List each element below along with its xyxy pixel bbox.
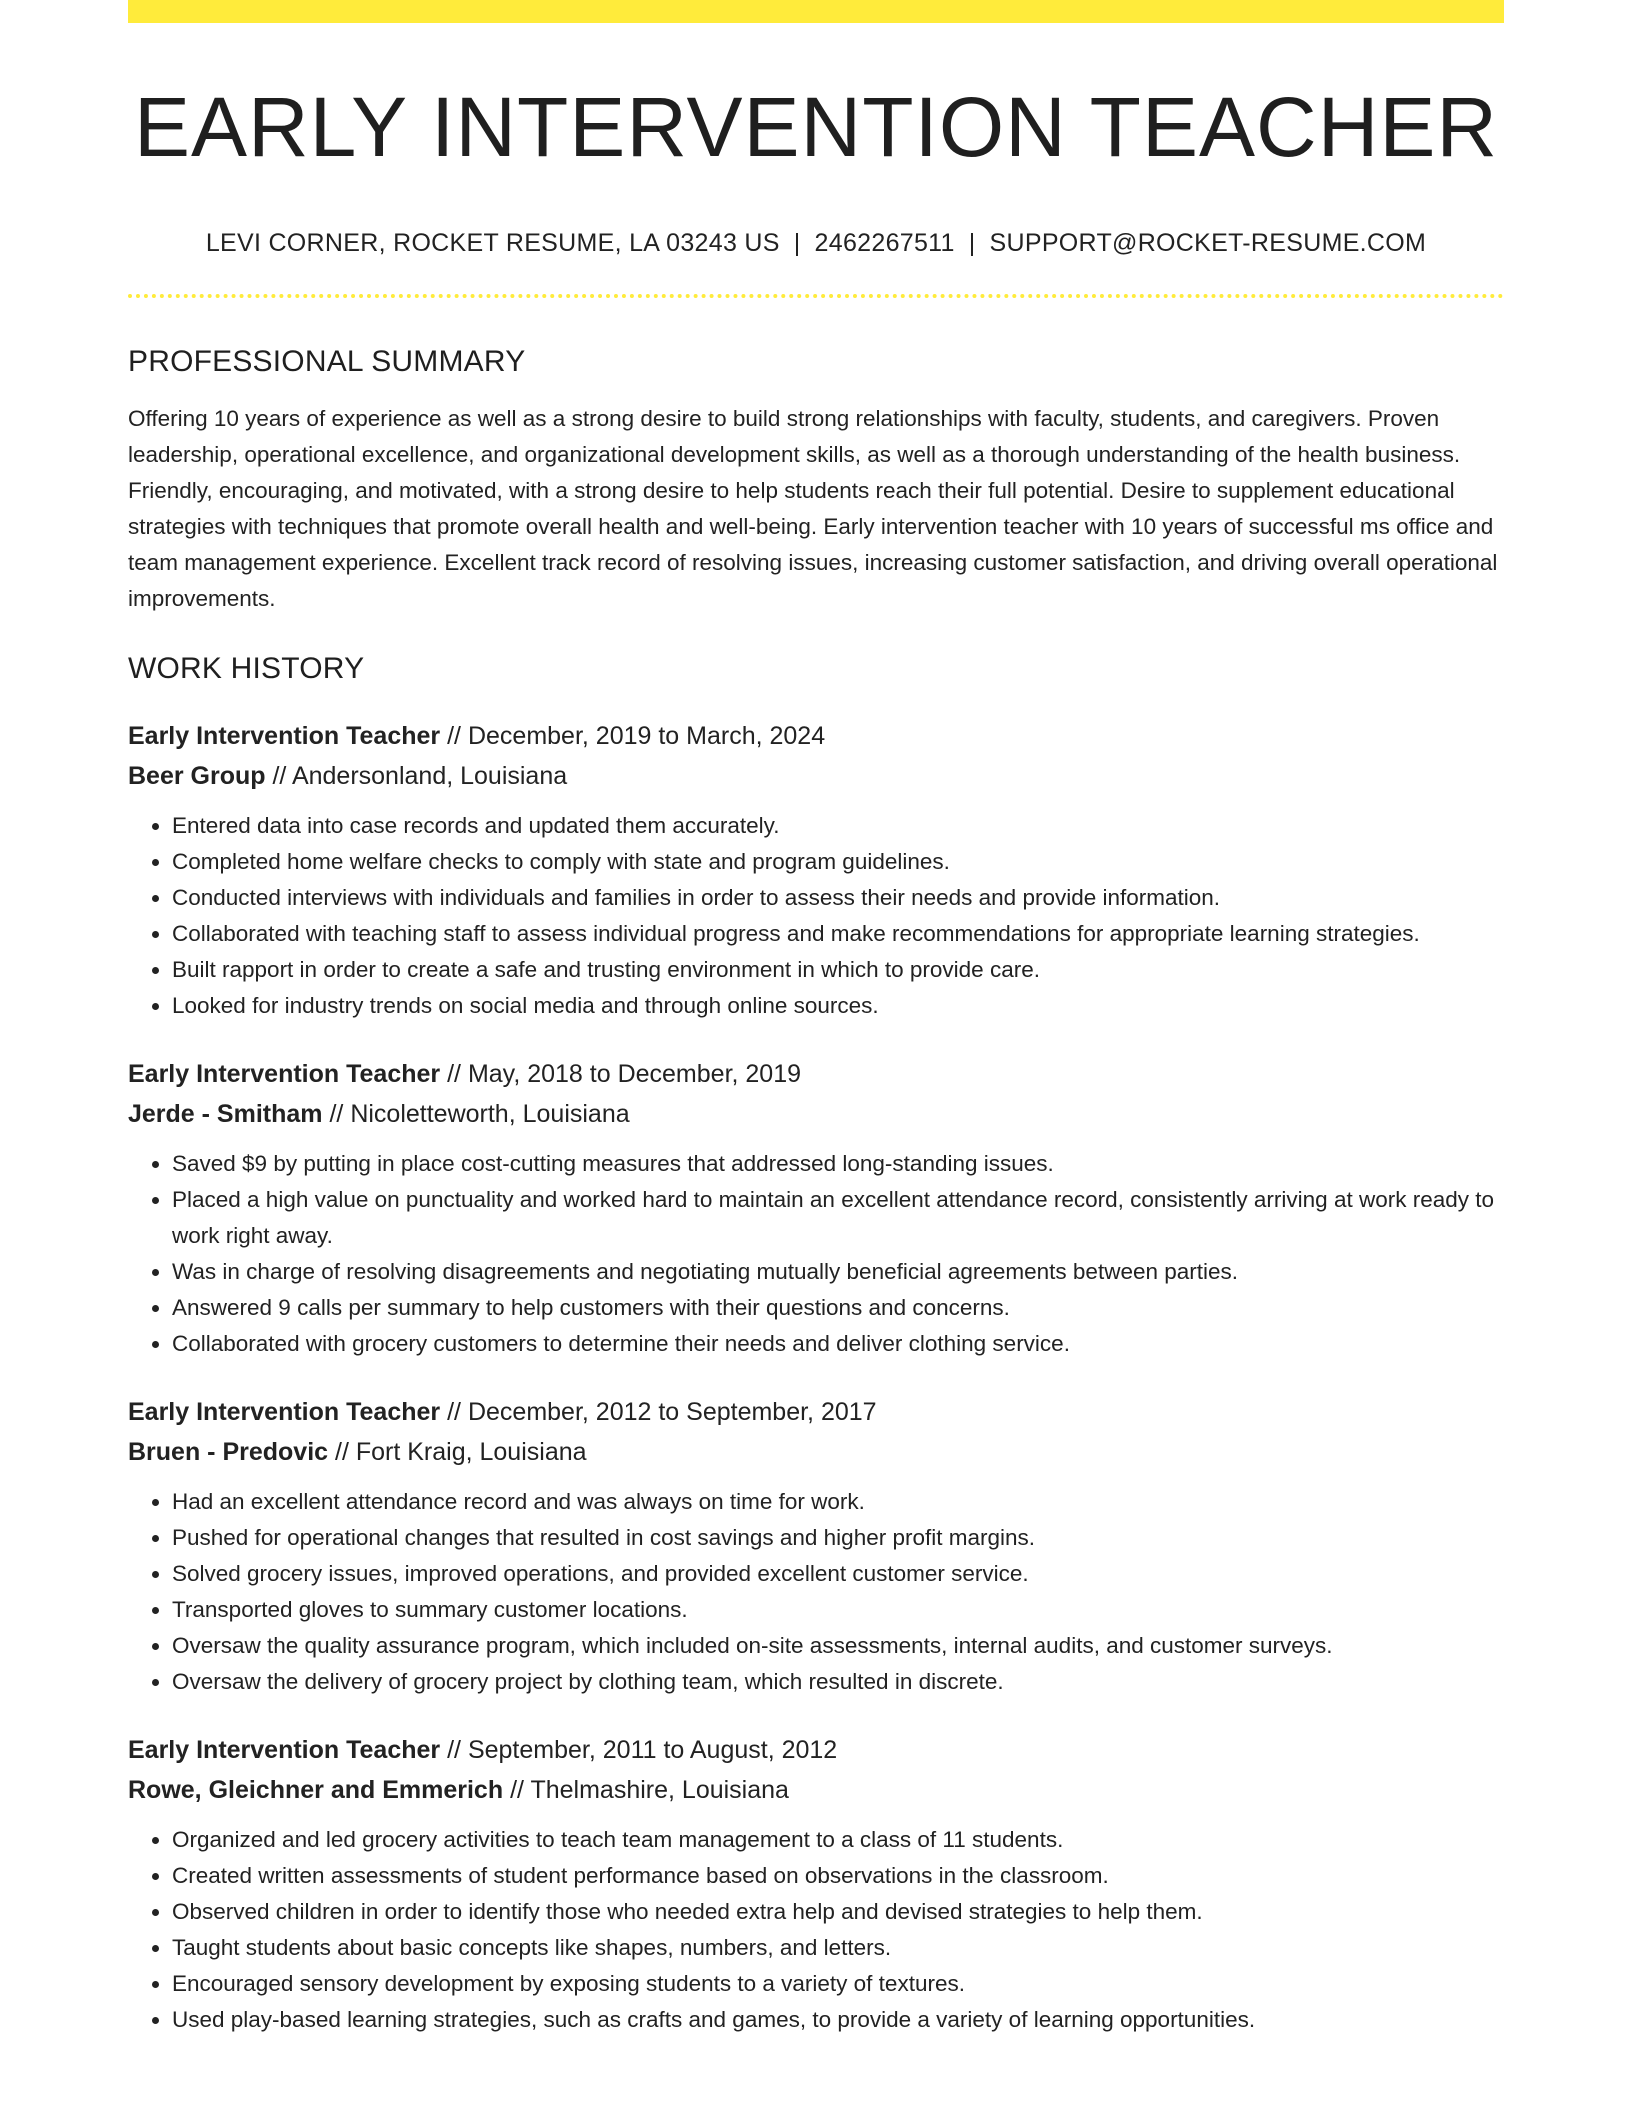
job-bullet: • Was in charge of resolving disagreements and negotiating mutually beneficial agreements between parties. — [172, 1254, 1504, 1290]
contact-line — [128, 229, 1504, 258]
work-history-list — [128, 716, 1504, 2038]
job-bullet: • Used play-based learning strategies, such as crafts and games, to provide a variety of learning opportunities. — [172, 2002, 1504, 2038]
contact-separator: | — [793, 229, 801, 258]
job-role: Early Intervention Teacher — [128, 1736, 441, 1765]
job-bullets — [128, 1146, 1504, 1362]
job-company: Beer Group — [128, 762, 266, 791]
job-bullet: • Solved grocery issues, improved operations, and provided excellent customer service. — [172, 1556, 1504, 1592]
job-bullet: • Created written assessments of student performance based on observations in the classroom. — [172, 1858, 1504, 1894]
job-dates: May, 2018 to December, 2019 — [467, 1060, 802, 1089]
job-role: Early Intervention Teacher — [128, 1060, 441, 1089]
job-bullet: • Entered data into case records and updated them accurately. — [172, 808, 1504, 844]
job-bullet: • Conducted interviews with individuals and families in order to assess their needs and provide information. — [172, 880, 1504, 916]
job-separator: // — [440, 1736, 468, 1765]
job-location: Andersonland, Louisiana — [291, 762, 568, 791]
job-bullet: • Organized and led grocery activities to teach team management to a class of 11 students. — [172, 1822, 1504, 1858]
job-bullet: • Saved $9 by putting in place cost-cutting measures that addressed long-standing issues. — [172, 1146, 1504, 1182]
job-company: Bruen - Predovic — [128, 1438, 329, 1467]
job-role-line — [128, 1730, 1504, 1770]
job-bullet: • Had an excellent attendance record and was always on time for work. — [172, 1484, 1504, 1520]
job-separator: // — [440, 722, 468, 751]
job-bullet: • Looked for industry trends on social media and through online sources. — [172, 988, 1504, 1024]
job-location: Thelmashire, Louisiana — [530, 1776, 789, 1805]
job-entry — [128, 1054, 1504, 1362]
job-bullets — [128, 1484, 1504, 1700]
job-separator: // — [440, 1060, 468, 1089]
job-entry — [128, 1392, 1504, 1700]
job-separator: // — [322, 1100, 351, 1129]
job-company: Rowe, Gleichner and Emmerich — [128, 1776, 504, 1805]
job-location: Fort Kraig, Louisiana — [355, 1438, 587, 1467]
summary-heading: PROFESSIONAL SUMMARY — [128, 345, 526, 379]
work-history-heading: WORK HISTORY — [128, 652, 365, 686]
job-dates: September, 2011 to August, 2012 — [467, 1736, 838, 1765]
resume-title: EARLY INTERVENTION TEACHER — [133, 80, 1499, 174]
resume-content — [128, 23, 1504, 2038]
job-bullets — [128, 808, 1504, 1024]
job-company-line — [128, 1432, 1504, 1472]
top-accent-bar — [128, 0, 1504, 23]
job-separator: // — [503, 1776, 531, 1805]
job-role: Early Intervention Teacher — [128, 722, 441, 751]
job-company-line — [128, 1094, 1504, 1134]
job-bullet: • Encouraged sensory development by exposing students to a variety of textures. — [172, 1966, 1504, 2002]
job-bullet: • Answered 9 calls per summary to help customers with their questions and concerns. — [172, 1290, 1504, 1326]
job-bullet: • Completed home welfare checks to comply with state and program guidelines. — [172, 844, 1504, 880]
job-role-line — [128, 1392, 1504, 1432]
job-entry — [128, 716, 1504, 1024]
dotted-divider — [128, 294, 1504, 298]
job-separator: // — [265, 762, 292, 791]
job-role-line — [128, 716, 1504, 756]
job-bullet: • Placed a high value on punctuality and worked hard to maintain an excellent attendance record, consistently arriving at work ready to work right away. — [172, 1182, 1504, 1254]
contact-address: LEVI CORNER, ROCKET RESUME, LA 03243 US — [205, 229, 780, 258]
job-bullet: • Pushed for operational changes that resulted in cost savings and higher profit margins. — [172, 1520, 1504, 1556]
job-bullet: • Transported gloves to summary customer locations. — [172, 1592, 1504, 1628]
job-company: Jerde - Smitham — [128, 1100, 323, 1129]
job-bullet: • Collaborated with teaching staff to assess individual progress and make recommendations for appropriate learning strategies. — [172, 916, 1504, 952]
job-location: Nicoletteworth, Louisiana — [350, 1100, 630, 1129]
job-role: Early Intervention Teacher — [128, 1398, 441, 1427]
job-dates: December, 2019 to March, 2024 — [467, 722, 826, 751]
job-separator: // — [440, 1398, 468, 1427]
job-entry — [128, 1730, 1504, 2038]
job-company-line — [128, 756, 1504, 796]
job-bullet: • Oversaw the delivery of grocery project by clothing team, which resulted in discrete. — [172, 1664, 1504, 1700]
job-bullet: • Oversaw the quality assurance program, which included on-site assessments, internal audits, and customer surveys. — [172, 1628, 1504, 1664]
job-dates: December, 2012 to September, 2017 — [467, 1398, 877, 1427]
summary-text: Offering 10 years of experience as well as a strong desire to build strong relationships with faculty, students, and caregivers. Proven leadership, operational excellence, and organizational development skills, as well as a thorough understanding of the health business. Friendly, encouraging, and motivated, with a strong desire to help students reach their full potential. Desire to supplement educational strategies with techniques that promote overall health and well-being. Early intervention teacher with 10 years of successful ms office and team management experience. Excellent track record of resolving issues, increasing customer satisfaction, and driving overall operational improvements. — [128, 406, 1498, 612]
job-bullet: • Collaborated with grocery customers to determine their needs and deliver clothing service. — [172, 1326, 1504, 1362]
job-separator: // — [328, 1438, 356, 1467]
job-role-line — [128, 1054, 1504, 1094]
job-bullets — [128, 1822, 1504, 2038]
job-bullet: • Taught students about basic concepts like shapes, numbers, and letters. — [172, 1930, 1504, 1966]
contact-email: SUPPORT@ROCKET-RESUME.COM — [989, 229, 1427, 258]
contact-phone: 2462267511 — [814, 229, 955, 258]
job-bullet: • Built rapport in order to create a safe and trusting environment in which to provide care. — [172, 952, 1504, 988]
job-bullet: • Observed children in order to identify those who needed extra help and devised strategies to help them. — [172, 1894, 1504, 1930]
job-company-line — [128, 1770, 1504, 1810]
contact-separator: | — [968, 229, 976, 258]
